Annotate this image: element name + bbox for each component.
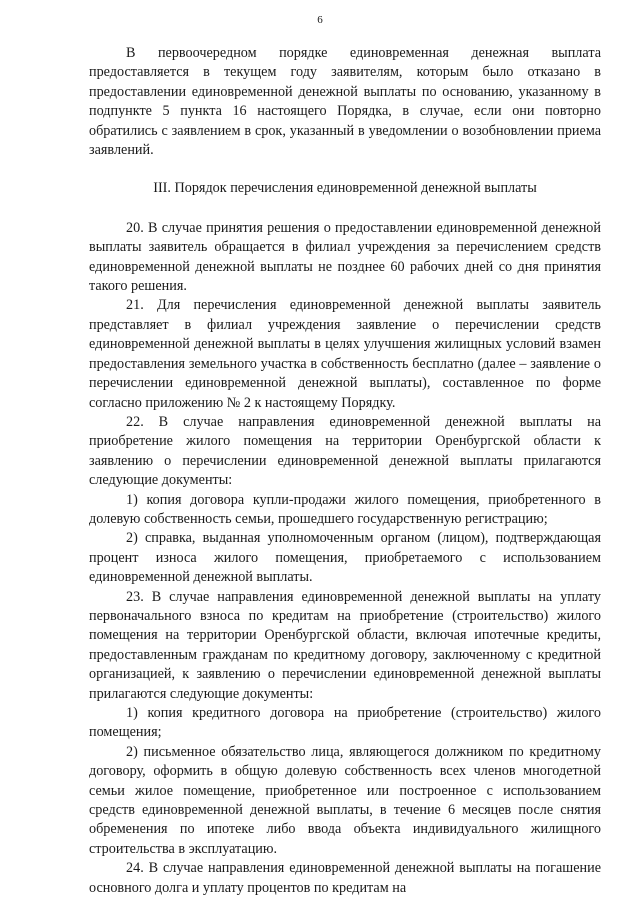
paragraph-23: 23. В случае направления единовременной денежной выплаты на уплату первоначального взноса по кредитам на приобретение (строительство) жилого помещения на территории Оренбургской области, включая ипотечные кредиты, предоставленным гражданам по кредитному договору, заключенному с кредитной организацией, к заявлению о перечислении единовременной денежной выплаты прилагаются следующие документы: [89, 588, 601, 702]
paragraph-24: 24. В случае направления единовременной денежной выплаты на погашение основного долга и уплату процентов по кредитам на [89, 860, 601, 896]
section-heading: III. Порядок перечисления единовременной денежной выплаты [153, 180, 537, 197]
paragraph-20: 20. В случае принятия решения о предоставлении единовременной денежной выплаты заявитель обращается в филиал учреждения за перечислением средств единовременной денежной выплаты не позднее 60 рабочих дней со дня принятия такого решения. [89, 219, 601, 295]
paragraph-priority: В первоочередном порядке единовременная денежная выплата предоставляется в текущем году заявителям, которым было отказано в предоставлении единовременной денежной выплаты по основанию, указанному в подпункте 5 пункта 16 настоящего Порядка, в случае, если они повторно обратились с заявлением в срок, указанный в уведомлении о возобновлении приема заявлений. [89, 45, 601, 159]
paragraph-23-item-2: 2) письменное обязательство лица, являющегося должником по кредитному договору, оформить в общую долевую собственность всех членов многодетной семьи жилое помещение, приобретенное или построенное с использованием средств единовременной денежной выплаты, в течение 6 месяцев после снятия обременения по ипотеке либо ввода объекта индивидуального жилищного строительства в эксплуатацию. [89, 743, 601, 857]
page-number: 6 [317, 14, 323, 26]
paragraph-21: 21. Для перечисления единовременной денежной выплаты заявитель представляет в филиал учреждения заявление о перечислении средств единовременной денежной выплаты в целях улучшения жилищных условий взамен предоставления земельного участка в собственность бесплатно (далее – заявление о перечислении единовременной денежной выплаты), составленное по форме согласно приложению № 2 к настоящему Порядку. [89, 297, 601, 411]
paragraph-23-item-1: 1) копия кредитного договора на приобретение (строительство) жилого помещения; [89, 705, 601, 741]
paragraph-22-item-1: 1) копия договора купли-продажи жилого помещения, приобретенного в долевую собственность семьи, прошедшего государственную регистрацию; [89, 491, 601, 527]
paragraph-22-item-2: 2) справка, выданная уполномоченным органом (лицом), подтверждающая процент износа жилого помещения, приобретаемого с использованием единовременной денежной выплаты. [89, 530, 601, 586]
document-body [89, 44, 601, 898]
paragraph-22: 22. В случае направления единовременной денежной выплаты на приобретение жилого помещения на территории Оренбургской области к заявлению о перечислении единовременной денежной выплаты прилагаются следующие документы: [89, 413, 601, 489]
